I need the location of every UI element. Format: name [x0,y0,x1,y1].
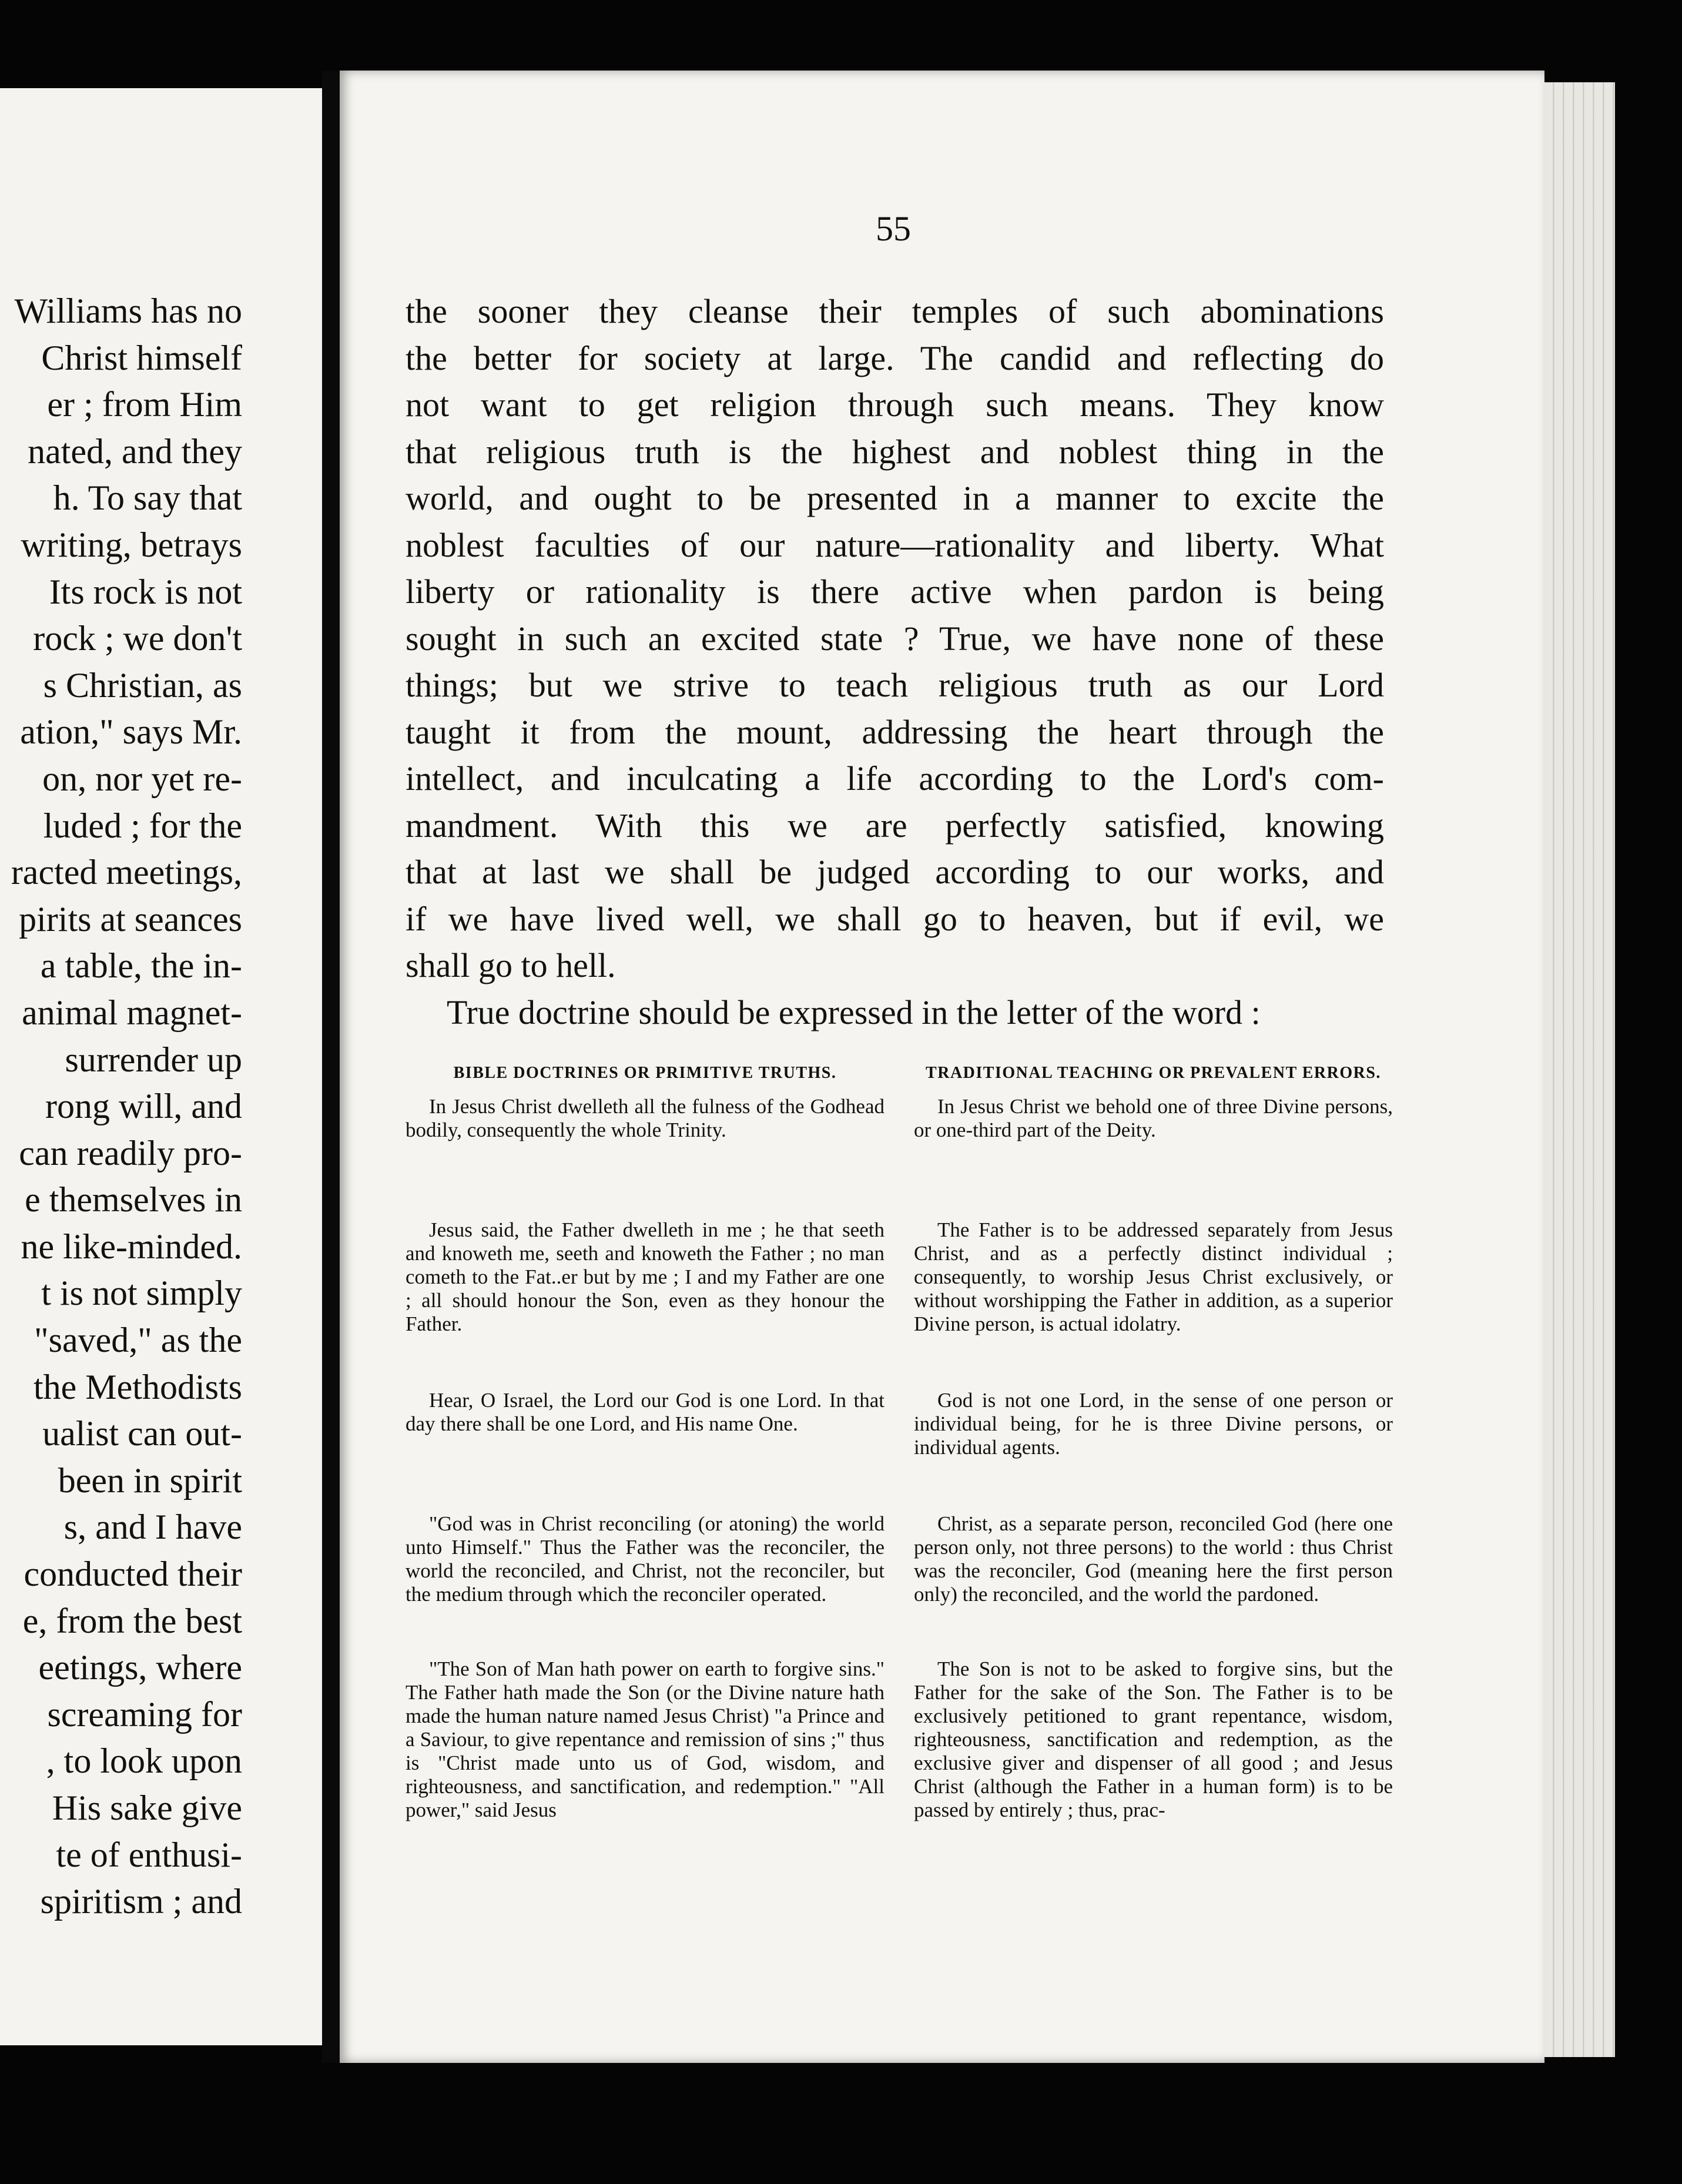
left-page-line: surrender up [65,1040,242,1079]
entry-text: In Jesus Christ we behold one of three Divine persons, or one-third part of the Deity. [914,1095,1393,1141]
left-page-line: animal magnet- [22,993,242,1032]
left-page-line: can readily pro- [19,1133,242,1173]
entry-text: The Son is not to be asked to forgive sins, but the Father for the sake of the Son. The Father is to be exclusively petitioned to grant repentance, wisdom, righteousness, sanctification and redemption, as the exclusive giver and dispenser of all good ; and Jesus Christ (although the Father in a human form) is to be passed by entirely ; thus, prac- [914,1657,1393,1821]
left-page-line: screaming for [47,1694,242,1734]
left-page-line: e themselves in [25,1180,242,1220]
page-edges [1544,82,1615,2057]
left-page-line: s, and I have [63,1508,242,1547]
entry-text: Jesus said, the Father dwelleth in me ; he that seeth and knoweth me, seeth and knoweth the Father ; no man cometh to the Fat..er but by me ; I and my Father are one ; all should honour the Son, even as they honour the Father. [406,1218,884,1335]
left-page-line: "saved," as the [34,1321,242,1360]
book-gutter [322,71,340,2063]
left-page-line: racted meetings, [11,853,242,892]
left-page-line: , to look upon [46,1741,242,1781]
doctrine-entry [914,1657,1393,1822]
left-page-line: been in spirit [58,1461,242,1500]
body-line: liberty or rationality is there active when pardon is being [406,572,1384,611]
traditional-errors-column [914,1063,1393,1821]
body-paragraph [406,288,1384,1036]
doctrine-entry [914,1218,1393,1336]
body-line: taught it from the mount, addressing the heart through the [406,712,1384,751]
left-page-line: Its rock is not [49,572,242,611]
left-page-text [0,288,242,1925]
left-page-line: h. To say that [53,478,242,518]
left-page-line: s Christian, as [43,665,242,705]
left-page-line: Christ himself [41,338,242,377]
page-number: 55 [876,209,911,248]
doctrine-entry [914,1389,1393,1459]
left-page-line: nated, and they [28,431,242,471]
left-page-line: ualist can out- [42,1414,242,1453]
intro-line: True doctrine should be expressed in the letter of the word : [447,993,1261,1031]
bible-doctrines-column [406,1063,884,1821]
left-page-line: rock ; we don't [33,619,242,658]
left-page-line: conducted their [24,1555,242,1594]
entry-text: In Jesus Christ dwelleth all the fulness of the Godhead bodily, consequently the whole Trinity. [406,1095,884,1141]
body-line: if we have lived well, we shall go to heaven, but if evil, we [406,899,1384,938]
entry-text: The Father is to be addressed separately from Jesus Christ, and as a perfectly distinct individual ; consequently, to worship Jesus Christ exclusively, or without worshipping the Father in addition, as a superior Divine person, is actual idolatry. [914,1218,1393,1335]
body-line: that religious truth is the highest and noblest thing in the [406,432,1384,471]
body-line: noblest faculties of our nature—rationality and liberty. What [406,525,1384,564]
left-page-line: luded ; for the [43,806,242,845]
left-page-line: a table, the in- [40,946,242,986]
body-line: sought in such an excited state ? True, we have none of these [406,619,1384,658]
left-page-line: ation," says Mr. [20,712,242,752]
left-page-line: spiritism ; and [40,1882,242,1921]
entry-text: God is not one Lord, in the sense of one person or individual being, for he is three Divine persons, or individual agents. [914,1389,1393,1459]
doctrine-entry [914,1512,1393,1606]
left-page-line: on, nor yet re- [42,759,242,798]
left-page-line: er ; from Him [47,385,242,424]
doctrine-entry [406,1095,884,1142]
doctrine-entry [914,1095,1393,1142]
body-line: things; but we strive to teach religious truth as our Lord [406,666,1384,704]
entry-text: "The Son of Man hath power on earth to forgive sins." The Father hath made the Son (or the Divine nature hath made the human nature named Jesus Christ) "a Prince and a Saviour, to give repentance and remission of sins ;" thus is "Christ made unto us of God, wisdom, and righteousness, and sanctification, and redemption." "All power," said Jesus [406,1657,884,1821]
body-line: not want to get religion through such means. They know [406,386,1384,424]
entry-text: "God was in Christ reconciling (or atoning) the world unto Himself." Thus the Father was the reconciler, the world the reconciled, and Christ, not the reconciler, but the medium through which the reconciler operated. [406,1512,884,1606]
left-page-line: t is not simply [41,1274,242,1313]
left-page-line: eetings, where [38,1648,242,1687]
body-line: that at last we shall be judged according to our works, and [406,853,1384,891]
left-page-line: Williams has no [14,292,242,330]
column-heading-left: BIBLE DOCTRINES OR PRIMITIVE TRUTHS. [453,1064,837,1082]
left-page-line: rong will, and [45,1087,242,1126]
entry-text: Hear, O Israel, the Lord our God is one Lord. In that day there shall be one Lord, and His name One. [406,1389,884,1435]
column-heading-right: TRADITIONAL TEACHING OR PREVALENT ERRORS. [926,1064,1381,1082]
left-page-line: His sake give [52,1788,242,1827]
left-page [0,88,326,2045]
left-page-line: ne like-minded. [21,1227,242,1266]
body-line: mandment. With this we are perfectly satisfied, knowing [406,806,1384,845]
doctrine-entry [406,1218,884,1336]
body-line: intellect, and inculcating a life according to the Lord's com- [406,759,1384,798]
left-page-line: e, from the best [22,1601,242,1640]
left-page-line: writing, betrays [21,525,242,564]
body-line: the sooner they cleanse their temples of such abominations [406,292,1384,330]
entry-text: Christ, as a separate person, reconciled God (here one person only, not three persons) to the world : thus Christ was the reconciler, God (meaning here the first person only) the reconciled, and the world the pardoned. [914,1512,1393,1606]
left-page-line: te of enthusi- [56,1835,242,1874]
body-line: shall go to hell. [406,946,616,984]
body-line: the better for society at large. The candid and reflecting do [406,339,1384,377]
doctrine-entry [406,1512,884,1606]
doctrine-entry [406,1657,884,1822]
doctrine-entry [406,1389,884,1436]
left-page-line: pirits at seances [19,899,242,939]
body-line: world, and ought to be presented in a manner to excite the [406,479,1384,517]
left-page-line: the Methodists [33,1367,242,1406]
